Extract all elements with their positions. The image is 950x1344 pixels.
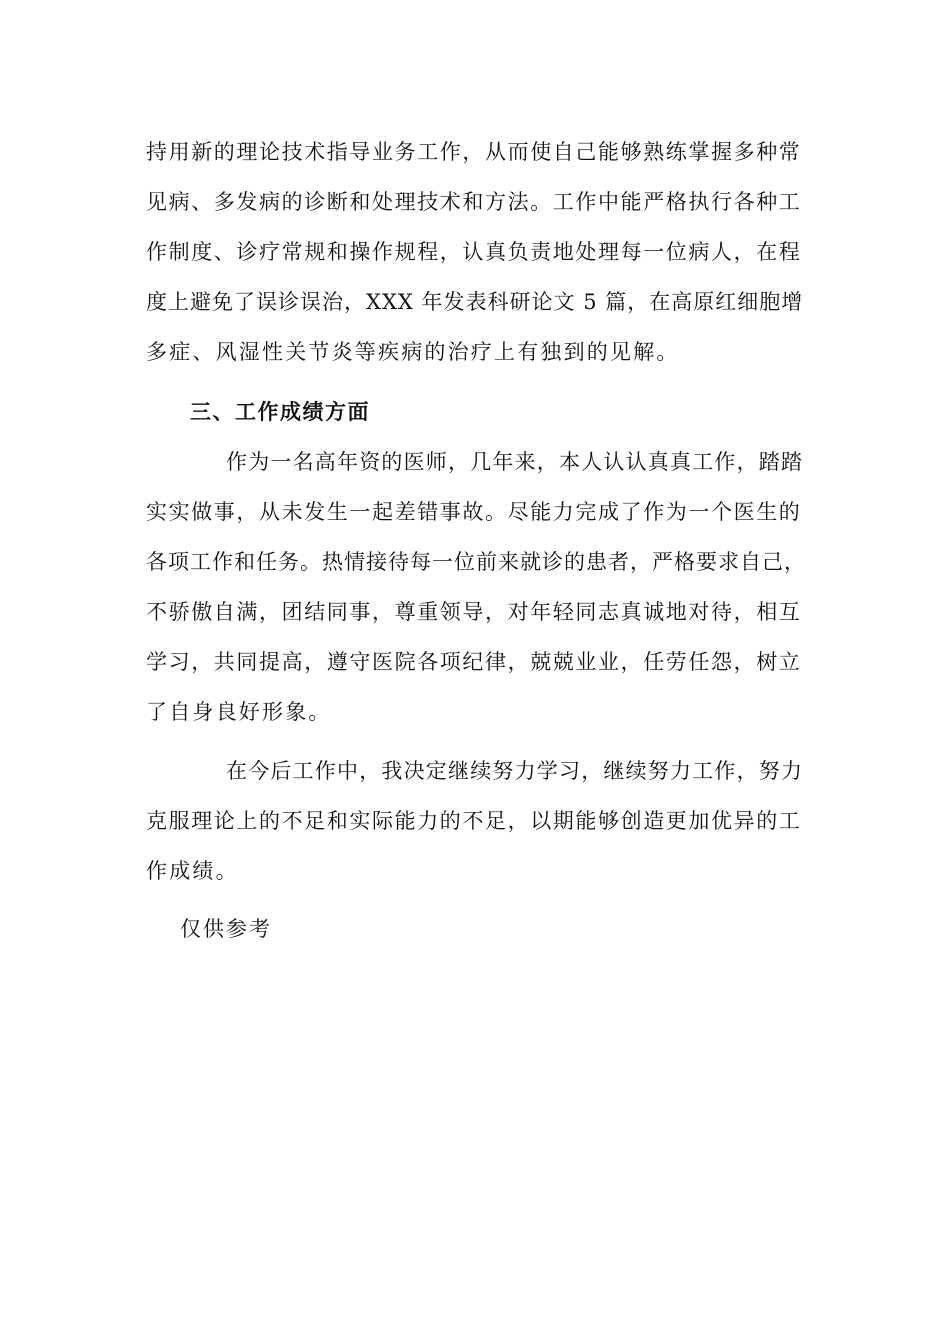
paragraph-1-line-4: 度上避免了误诊误治，XXX 年发表科研论文 5 篇，在高原红细胞增 <box>146 290 804 314</box>
paragraph-2-line-4: 不骄傲自满，团结同事，尊重领导，对年轻同志真诚地对待，相互 <box>146 600 802 624</box>
paragraph-1-line-2: 见病、多发病的诊断和处理技术和方法。工作中能严格执行各种工 <box>146 190 802 214</box>
paragraph-1-line-5: 多症、风湿性关节炎等疾病的治疗上有独到的见解。 <box>146 340 680 364</box>
paragraph-3-line-3: 作成绩。 <box>146 859 239 883</box>
section-heading: 三、工作成绩方面 <box>190 400 370 424</box>
paragraph-3-line-1: 在今后工作中，我决定继续努力学习，继续努力工作，努力 <box>226 759 804 783</box>
paragraph-1-line-3: 作制度、诊疗常规和操作规程，认真负责地处理每一位病人，在程 <box>146 240 802 264</box>
paragraph-3-line-2: 克服理论上的不足和实际能力的不足，以期能够创造更加优异的工 <box>146 809 802 833</box>
paragraph-2-line-3: 各项工作和任务。热情接待每一位前来就诊的患者，严格要求自己， <box>146 550 806 574</box>
paragraph-1-line-1: 持用新的理论技术指导业务工作，从而使自己能够熟练掌握多种常 <box>146 140 802 164</box>
paragraph-2-line-2: 实实做事，从未发生一起差错事故。尽能力完成了作为一个医生的 <box>146 500 802 524</box>
paragraph-2-line-5: 学习，共同提高，遵守医院各项纪律，兢兢业业，任劳任怨，树立 <box>146 650 802 674</box>
paragraph-2-line-6: 了自身良好形象。 <box>146 700 332 724</box>
paragraph-2-line-1: 作为一名高年资的医师，几年来，本人认认真真工作，踏踏 <box>226 450 804 474</box>
footer-note: 仅供参考 <box>180 917 272 941</box>
